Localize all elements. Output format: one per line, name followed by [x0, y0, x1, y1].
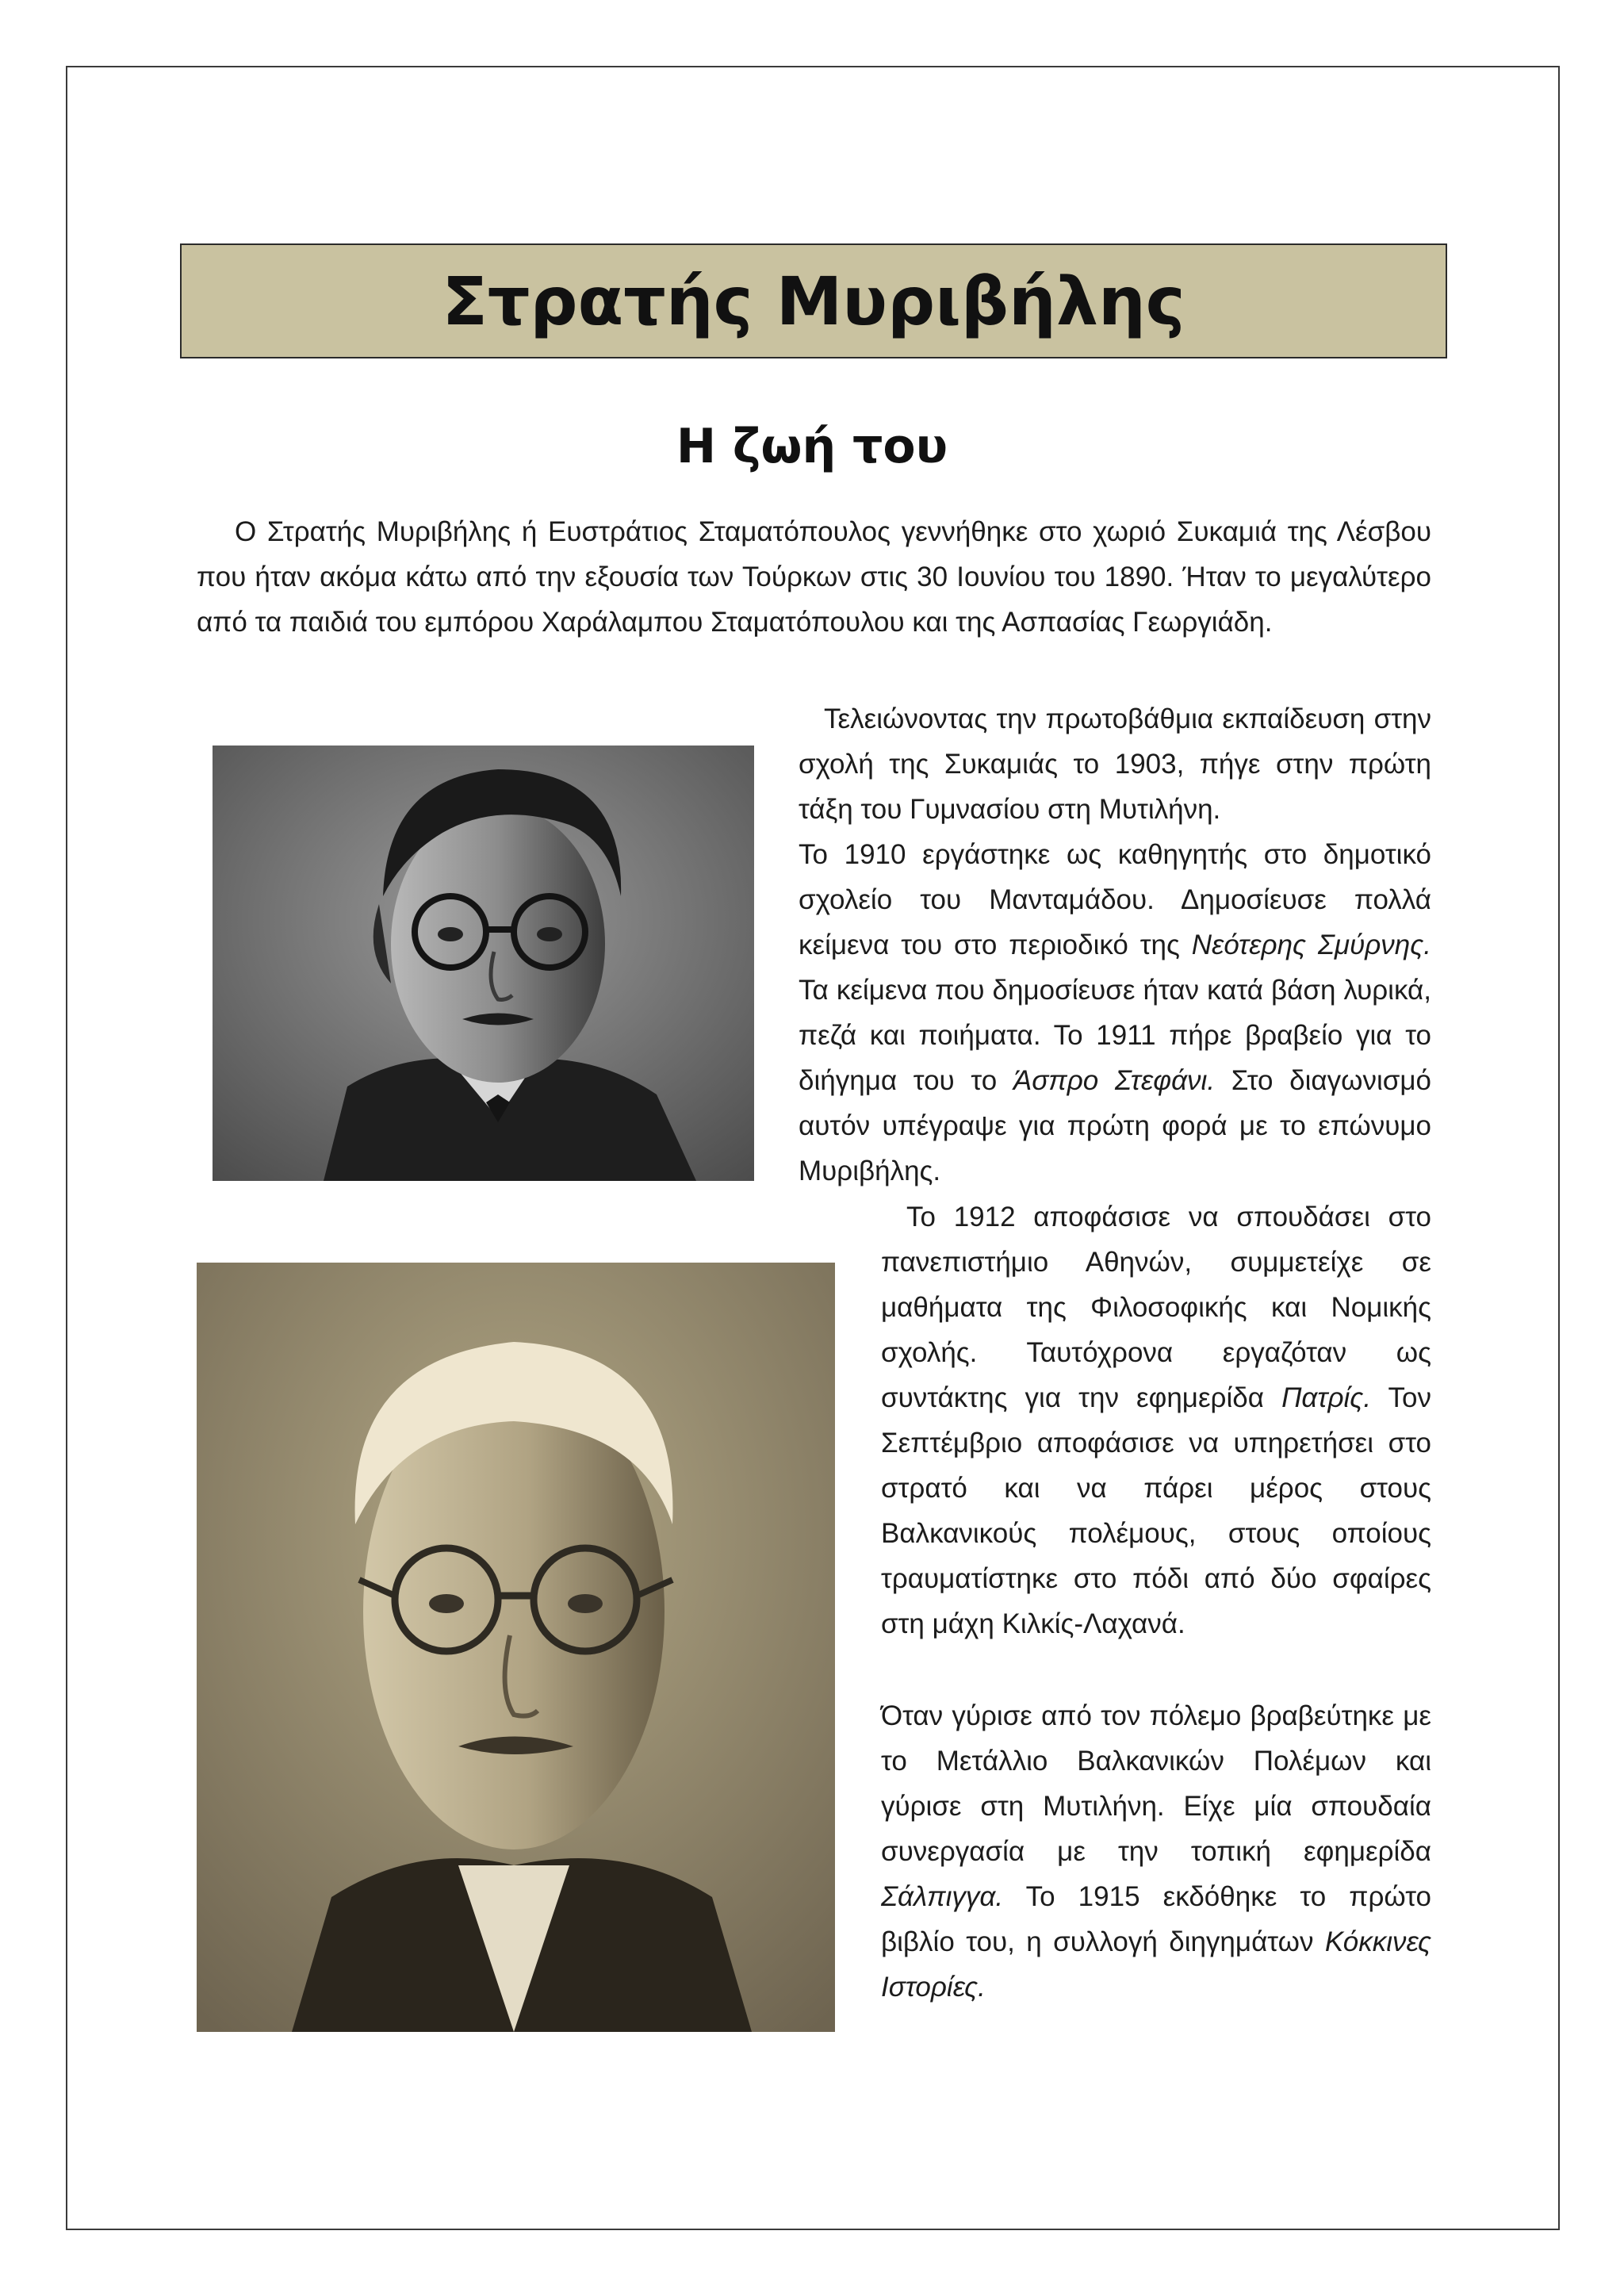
section-heading: Η ζωή του: [676, 419, 948, 474]
book-title: Κόκκινες Ιστορίες.: [881, 1926, 1431, 2003]
paragraph-birth: Ο Στρατής Μυριβήλης ή Ευστράτιος Σταματόπουλος γεννήθηκε στο χωριό Συκαμιά της Λέσβου που ήταν ακόμα κάτω από την εξουσία των Τούρκων στις 30 Ιουνίου του 1890. Ήταν το μεγαλύτερο από τα παιδιά του εμπόρου Χαράλαμπου Σταματόπουλου και της Ασπασίας Γεωργιάδη.: [197, 516, 1431, 638]
story-title: Άσπρο Στεφάνι.: [1013, 1065, 1216, 1096]
paragraph-teacher: Το 1910 εργάστηκε ως καθηγητής στο δημοτικό σχολείο του Μανταμάδου. Δημοσίευσε πολλά κείμενα του στο περιοδικό της Νεότερης Σμύρνης. Τα κείμενα που δημοσίευσε ήταν κατά βάση λυρικά, πεζά και ποιήματα. Το 1911 πήρε βραβείο για το διήγημα του το Άσπρο Στεφάνι. Στο διαγωνισμό αυτόν υπέγραψε για πρώτη φορά με το επώνυμο Μυριβήλης.: [799, 839, 1431, 1186]
newspaper-title-patris: Πατρίς.: [1281, 1382, 1372, 1413]
paragraph-education: Τελειώνοντας την πρωτοβάθμια εκπαίδευση στην σχολή της Συκαμιάς το 1903, πήγε στην πρώτη τάξη του Γυμνασίου στη Μυτιλήνη.: [799, 703, 1431, 825]
portrait-photo-older: [197, 1263, 835, 2032]
page-title: Στρατής Μυριβήλης: [442, 262, 1185, 340]
newspaper-title-salpigga: Σάλπιγγα.: [881, 1881, 1004, 1912]
periodical-title: Νεότερης Σμύρνης.: [1191, 930, 1431, 960]
paragraph-return-first-book: Όταν γύρισε από τον πόλεμο βραβεύτηκε με το Μετάλλιο Βαλκανικών Πολέμων και γύρισε στη Μυτιλήνη. Είχε μία σπουδαία συνεργασία με την τοπική εφημερίδα Σάλπιγγα. Το 1915 εκδόθηκε το πρώτο βιβλίο του, η συλλογή διηγημάτων Κόκκινες Ιστορίες.: [881, 1700, 1431, 2003]
paragraph-university-war: Το 1912 αποφάσισε να σπουδάσει στο πανεπιστήμιο Αθηνών, συμμετείχε σε μαθήματα της Φιλοσοφικής και Νομικής σχολής. Ταυτόχρονα εργαζόταν ως συντάκτης για την εφημερίδα Πατρίς. Τον Σεπτέμβριο αποφάσισε να υπηρετήσει στο στρατό και να πάρει μέρος στους Βαλκανικούς πολέμους, στους οποίους τραυματίστηκε στο πόδι από δύο σφαίρες στη μάχη Κιλκίς-Λαχανά.: [881, 1202, 1432, 1639]
title-banner: [180, 243, 1447, 358]
portrait-photo-young: [213, 746, 754, 1181]
